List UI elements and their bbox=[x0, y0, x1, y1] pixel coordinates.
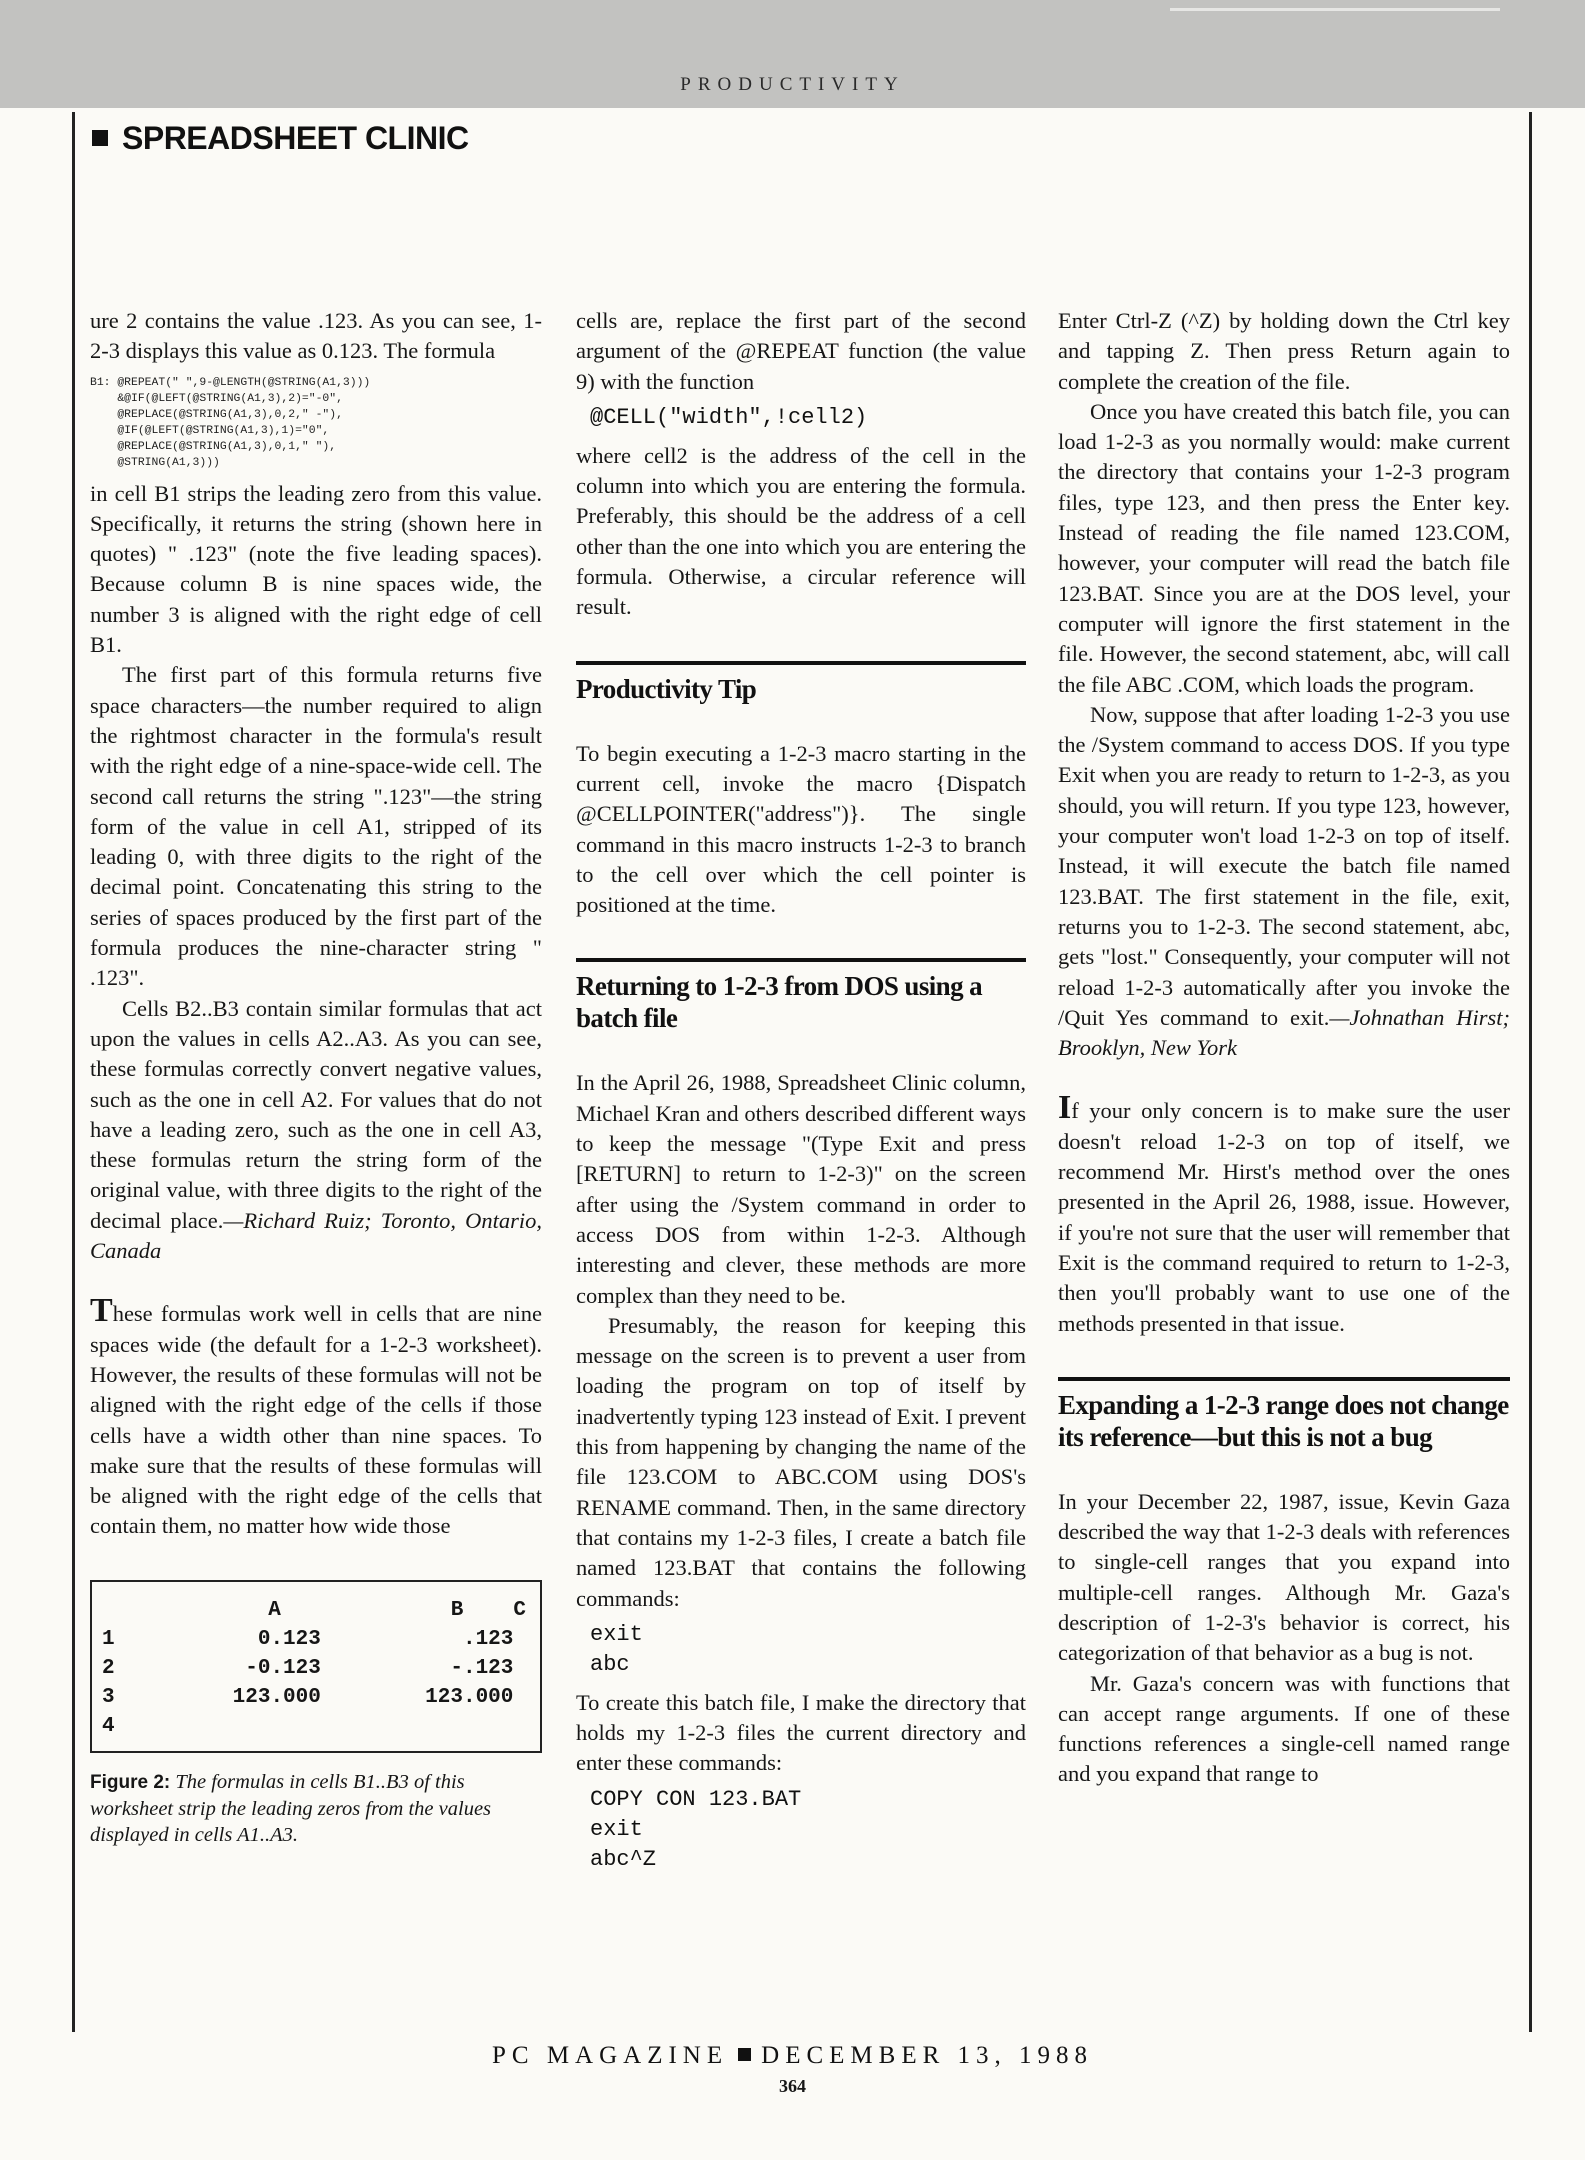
paragraph: In your December 22, 1987, issue, Kevin Gaza described the way that 1-2-3 deals with references to single-cell ranges that you expand into multiple-cell ranges. Although Mr. Gaza's description of 1-2-3's behavior is correct, his categorization of that behavior as a bug is not. bbox=[1058, 1488, 1510, 1666]
worksheet-table bbox=[92, 1596, 540, 1741]
cell-b: 123.000 bbox=[425, 1685, 514, 1709]
paragraph bbox=[90, 994, 542, 1267]
cell-a: 123.000 bbox=[232, 1685, 321, 1709]
column-2 bbox=[576, 306, 1026, 1883]
paragraph: Once you have created this batch file, you can load 1-2-3 as you normally would: make current the directory that contains your 1-2-3 program files, type 123, and then press the Enter key. Instead of reading the file named 123.COM, however, your computer will read the batch file 123.BAT. Since you are at the DOS level, your computer will ignore the first statement in the file. However, the second statement, abc, will call the file ABC .COM, which loads the program. bbox=[1058, 398, 1510, 697]
section-label: PRODUCTIVITY bbox=[680, 74, 905, 95]
table-row bbox=[92, 1712, 540, 1741]
copy-con-code: COPY CON 123.BAT exit abc^Z bbox=[590, 1786, 802, 1872]
section-rule bbox=[576, 958, 1026, 962]
page-footer bbox=[0, 2042, 1585, 2070]
table-row bbox=[92, 1654, 540, 1683]
paragraph-text: Cells B2..B3 contain similar formulas that act upon the values in cells A2..A3. As you can see, these formulas correctly convert negative values, such as the one in cell A2. For values that do not have a leading zero, such as the one in cell A3, these formulas return the string form of the original value, with three digits to the right of the decimal place. bbox=[90, 995, 542, 1233]
section-rule bbox=[1058, 1377, 1510, 1381]
section-rule bbox=[576, 661, 1026, 665]
row-number: 3 bbox=[102, 1685, 115, 1709]
paragraph: Enter Ctrl-Z (^Z) by holding down the Ctrl key and tapping Z. Then press Return again to complete the creation of the file. bbox=[1058, 308, 1510, 394]
paragraph-text: hese formulas work well in cells that are nine spaces wide (the default for a 1-2-3 worksheet). However, the results of these formulas will not be aligned with the right edge of the cells if those cells have a width other than nine spaces. To make sure that the results of these formulas will be aligned with the right edge of the cells that contain them, no matter how wide those bbox=[90, 1301, 542, 1539]
cell-a: -0.123 bbox=[245, 1656, 321, 1680]
cell-a: 0.123 bbox=[257, 1627, 321, 1651]
paragraph: In the April 26, 1988, Spreadsheet Clinic column, Michael Kran and others described different ways to keep the message "(Type Exit and press [RETURN] to return to 1-2-3)" on the screen after using the /System command in order to access DOS from within 1-2-3. Although interesting and clever, these methods are more complex than they need to be. bbox=[576, 1070, 1026, 1308]
paragraph: To create this batch file, I make the directory that holds my 1-2-3 files the current directory and enter these commands: bbox=[576, 1689, 1026, 1776]
section-heading: Returning to 1-2-3 from DOS using a batch file bbox=[576, 971, 983, 1034]
table-header-row bbox=[92, 1596, 540, 1625]
magazine-name: PC MAGAZINE bbox=[491, 2042, 729, 2069]
left-rule bbox=[72, 112, 75, 2032]
paragraph bbox=[1058, 1091, 1510, 1338]
caption-label: Figure 2: bbox=[90, 1771, 171, 1793]
paragraph bbox=[90, 1294, 542, 1541]
bullet-square-icon bbox=[738, 2048, 751, 2061]
column-title bbox=[92, 120, 469, 157]
right-rule bbox=[1529, 112, 1532, 2032]
row-number: 1 bbox=[102, 1627, 115, 1651]
table-row bbox=[92, 1625, 540, 1654]
paragraph: Presumably, the reason for keeping this message on the screen is to prevent a user from loading the program on top of itself by inadvertently typing 123 instead of Exit. I prevent this from happening by changing the name of the file 123.COM to ABC.COM using DOS's RENAME command. Then, in the same directory that contains my 1-2-3 files, I create a batch file named 123.BAT that contains the following commands: bbox=[576, 1312, 1026, 1611]
caption-text: The formulas in cells B1..B3 of this worksheet strip the leading zeros from the values displayed in cells A1..A3. bbox=[90, 1770, 492, 1846]
author-signature: —Richard Ruiz; Toronto, Ontario, Canada bbox=[90, 1207, 542, 1264]
cell-b: .123 bbox=[462, 1627, 514, 1651]
column-3 bbox=[1058, 306, 1510, 1790]
batch-file-code: exit abc bbox=[590, 1621, 643, 1677]
paragraph-text: f your only concern is to make sure the user doesn't reload 1-2-3 on top of itself, we recommend Mr. Hirst's method over the ones presented in the April 26, 1988, issue. However, if you're not sure that the user will remember that Exit is the command required to return to 1-2-3, then you'll probably want to use one of the methods presented in that issue. bbox=[1058, 1098, 1510, 1336]
drop-cap: I bbox=[1058, 1089, 1072, 1127]
paragraph-text: Now, suppose that after loading 1-2-3 you use the /System command to access DOS. If you type Exit when you are ready to return to 1-2-3, as you should, you will return. If you type 123, however, your computer won't load 1-2-3 on top of itself. Instead, it will execute the batch file named 123.BAT. The first statement in the file, exit, returns you to 1-2-3. The second statement, abc, gets "lost." Consequently, your computer will not reload 1-2-3 automatically after you invoke the /Quit Yes command to exit. bbox=[1058, 701, 1510, 1030]
section-heading: Productivity Tip bbox=[576, 673, 757, 704]
paragraph: where cell2 is the address of the cell in the column into which you are entering the formula. Preferably, this should be the address of a cell other than the one into which you are entering the formula. Otherwise, a circular reference will result. bbox=[576, 442, 1026, 620]
cell-b: -.123 bbox=[450, 1656, 514, 1680]
figure-caption bbox=[90, 1769, 542, 1848]
formula-code: B1: @REPEAT(" ",9-@LENGTH(@STRING(A1,3))) &@IF(@LEFT(@STRING(A1,3),2)="-0", @REPLACE(@STRING(A1,3),0,2," -"), @IF(@LEFT(@STRING(A1,3),1)="0", @REPLACE(@STRING(A1,3),0,1," "), @STRING(A1,3))) bbox=[90, 376, 371, 469]
cell-width-code: @CELL("width",!cell2) bbox=[590, 404, 868, 430]
paragraph bbox=[1058, 700, 1510, 1064]
paragraph: in cell B1 strips the leading zero from this value. Specifically, it returns the string (shown here in quotes) " .123" (note the five leading spaces). Because column B is nine spaces wide, the number 3 is aligned with the right edge of cell B1. bbox=[90, 480, 542, 658]
row-number: 4 bbox=[102, 1714, 115, 1738]
table-row bbox=[92, 1683, 540, 1712]
column-header-b: B bbox=[450, 1598, 464, 1622]
column-1 bbox=[90, 306, 542, 1848]
bullet-square-icon bbox=[92, 130, 108, 146]
issue-date: DECEMBER 13, 1988 bbox=[761, 2042, 1094, 2069]
row-number: 2 bbox=[102, 1656, 115, 1680]
page-number: 364 bbox=[779, 2076, 806, 2096]
paragraph: cells are, replace the first part of the second argument of the @REPEAT function (the value 9) with the function bbox=[576, 308, 1026, 394]
section-heading: Expanding a 1-2-3 range does not change its reference—but this is not a bug bbox=[1058, 1389, 1509, 1452]
paragraph: ure 2 contains the value .123. As you can see, 1-2-3 displays this value as 0.123. The formula bbox=[90, 308, 542, 364]
figure-2-worksheet bbox=[90, 1580, 542, 1753]
column-header-c: C bbox=[513, 1598, 526, 1622]
paragraph: Mr. Gaza's concern was with functions that can accept range arguments. If one of these functions references a single-cell named range and you expand that range to bbox=[1058, 1670, 1510, 1787]
paragraph: The first part of this formula returns five space characters—the number required to align the rightmost character in the formula's result with the right edge of a nine-space-wide cell. The second call returns the string ".123"—the string form of the value in cell A1, stripped of its leading 0, with three digits to the right of the decimal point. Concatenating this string to the series of spaces produced by the first part of the formula produces the nine-character string " .123". bbox=[90, 662, 542, 991]
column-header-a: A bbox=[268, 1598, 281, 1622]
paragraph: To begin executing a 1-2-3 macro starting in the current cell, invoke the macro {Dispatch @CELLPOINTER("address")}. The single command in this macro instructs 1-2-3 to branch to the cell over which the cell pointer is positioned at the time. bbox=[576, 740, 1026, 918]
author-signature: —Johnathan Hirst; Brooklyn, New York bbox=[1058, 1004, 1511, 1061]
column-title-text: SPREADSHEET CLINIC bbox=[122, 120, 469, 156]
drop-cap: T bbox=[90, 1292, 113, 1330]
